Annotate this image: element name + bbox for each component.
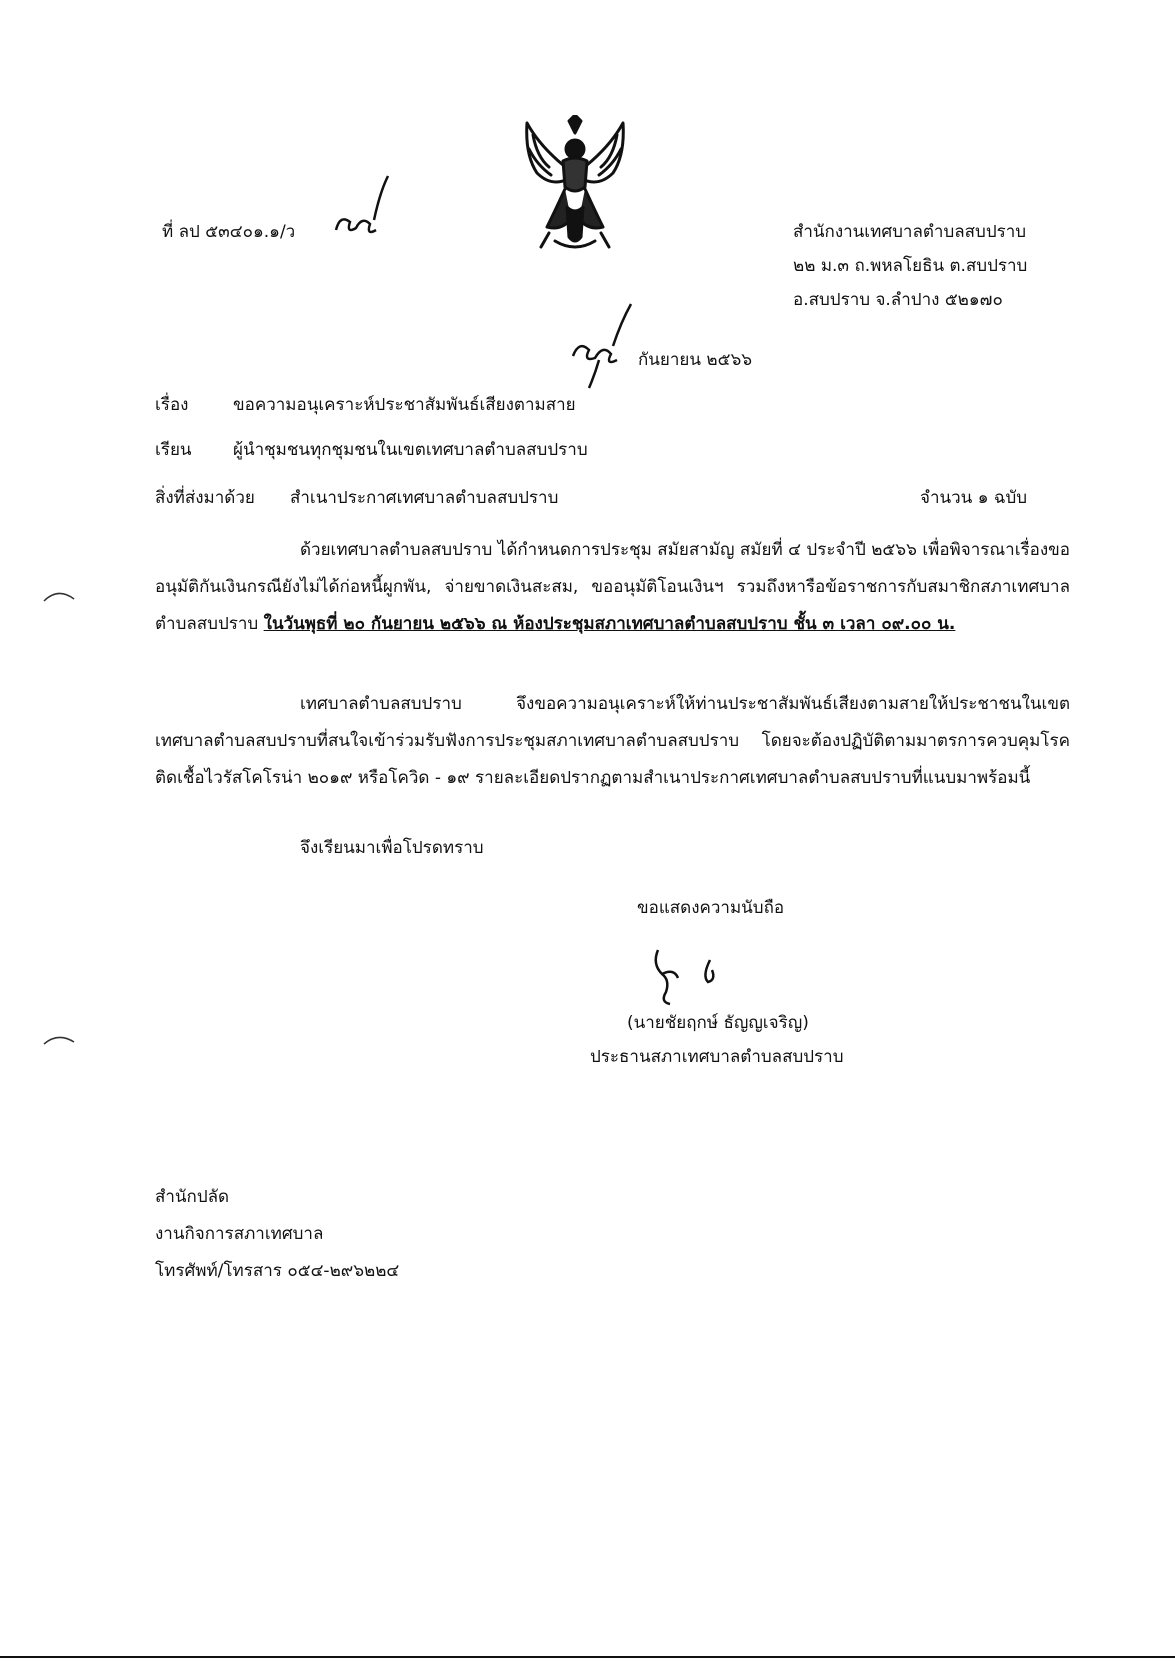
handwritten-date-day-icon bbox=[565, 300, 637, 390]
enclosure: สำเนาประกาศเทศบาลตำบลสบปราบ bbox=[290, 488, 559, 508]
date: กันยายน ๒๕๖๖ bbox=[638, 350, 753, 370]
office-line-1: สำนักงานเทศบาลตำบลสบปราบ bbox=[793, 222, 1027, 242]
closing-line: จึงเรียนมาเพื่อโปรดทราบ bbox=[300, 838, 484, 858]
enclosure-label: สิ่งที่ส่งมาด้วย bbox=[155, 488, 255, 508]
body-paragraph-2 bbox=[155, 686, 1070, 797]
handwritten-ref-number-icon bbox=[330, 172, 390, 242]
signer-position: ประธานสภาเทศบาลตำบลสบปราบ bbox=[590, 1047, 844, 1067]
garuda-emblem-icon bbox=[515, 115, 635, 255]
paragraph-1-text: ด้วยเทศบาลตำบลสบปราบ ได้กำหนดการประชุม สมัยสามัญ สมัยที่ ๔ ประจำปี ๒๕๖๖ เพื่อพิจารณาเรื่องขออนุมัติกันเงินกรณียังไม่ได้ก่อหนี้ผูกพัน, จ่ายขาดเงินสะสม, ขออนุมัติโอนเงินฯ รวมถึงหารือข้อราชการกับสมาชิกสภาเทศบาลตำบลสบปราบ bbox=[155, 540, 1070, 634]
to: ผู้นำชุมชนทุกชุมชนในเขตเทศบาลตำบลสบปราบ bbox=[233, 440, 588, 460]
regards: ขอแสดงความนับถือ bbox=[637, 898, 785, 918]
punch-hole-mark-icon bbox=[40, 1030, 80, 1050]
enclosure-count: จำนวน ๑ ฉบับ bbox=[920, 488, 1028, 508]
office-line-3: อ.สบปราบ จ.ลำปาง ๕๒๑๗๐ bbox=[793, 290, 1003, 310]
office-line-2: ๒๒ ม.๓ ถ.พหลโยธิน ต.สบปราบ bbox=[793, 256, 1028, 276]
signature-icon bbox=[640, 940, 760, 1010]
subject-label: เรื่อง bbox=[155, 395, 189, 415]
footer-line-1: สำนักปลัด bbox=[155, 1187, 230, 1207]
paragraph-2-text: เทศบาลตำบลสบปราบ จึงขอความอนุเคราะห์ให้ท่านประชาสัมพันธ์เสียงตามสายให้ประชาชนในเขตเทศบาลตำบลสบปราบที่สนใจเข้าร่วมรับฟังการประชุมสภาเทศบาลตำบลสบปราบ โดยจะต้องปฏิบัติตามมาตรการควบคุมโรคติดเชื้อไวรัสโคโรน่า ๒๐๑๙ หรือโควิด - ๑๙ รายละเอียดปรากฏตามสำเนาประกาศเทศบาลตำบลสบปราบที่แนบมาพร้อมนี้ bbox=[155, 694, 1070, 788]
scan-edge-line bbox=[0, 1656, 1175, 1658]
reference-number: ที่ ลป ๕๓๔๐๑.๑/ว bbox=[162, 222, 296, 242]
punch-hole-mark-icon bbox=[40, 585, 80, 605]
to-label: เรียน bbox=[155, 440, 192, 460]
subject: ขอความอนุเคราะห์ประชาสัมพันธ์เสียงตามสาย bbox=[233, 395, 576, 415]
footer-line-2: งานกิจการสภาเทศบาล bbox=[155, 1224, 324, 1244]
signer-name: (นายชัยฤกษ์ ธัญญเจริญ) bbox=[627, 1013, 809, 1033]
body-paragraph-1 bbox=[155, 532, 1070, 643]
meeting-details: ในวันพุธที่ ๒๐ กันยายน ๒๕๖๖ ณ ห้องประชุมสภาเทศบาลตำบลสบปราบ ชั้น ๓ เวลา ๐๙.๐๐ น. bbox=[263, 614, 956, 634]
footer-line-3: โทรศัพท์/โทรสาร ๐๕๔-๒๙๖๒๒๔ bbox=[155, 1261, 400, 1281]
